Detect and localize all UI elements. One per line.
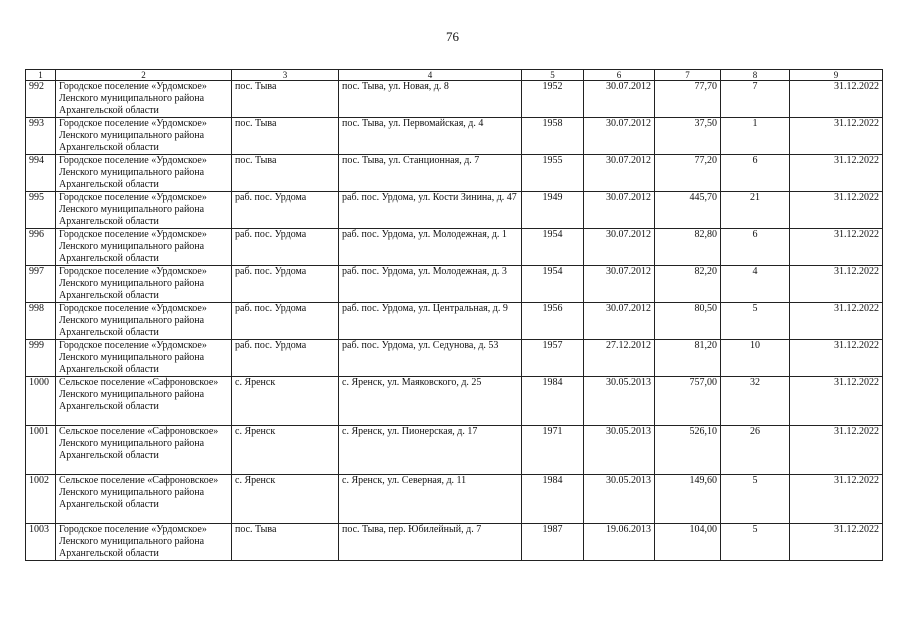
date-cell: 30.07.2012: [584, 266, 655, 303]
area-cell: 82,20: [655, 266, 721, 303]
date-cell: 30.05.2013: [584, 426, 655, 475]
end-date-cell: 31.12.2022: [790, 229, 883, 266]
end-date-cell: 31.12.2022: [790, 426, 883, 475]
locality-cell: пос. Тыва: [232, 524, 339, 561]
row-number: 1000: [26, 377, 56, 426]
address-cell: пос. Тыва, пер. Юбилейный, д. 7: [339, 524, 522, 561]
municipality-cell: Сельское поселение «Сафроновское» Ленского муниципального района Архангельской области: [56, 377, 232, 426]
locality-cell: пос. Тыва: [232, 81, 339, 118]
table-row: [26, 475, 883, 524]
count-cell: 6: [721, 229, 790, 266]
end-date-cell: 31.12.2022: [790, 377, 883, 426]
year-cell: 1971: [522, 426, 584, 475]
municipality-cell: Городское поселение «Урдомское» Ленского муниципального района Архангельской области: [56, 229, 232, 266]
table-row: [26, 426, 883, 475]
municipality-cell: Городское поселение «Урдомское» Ленского муниципального района Архангельской области: [56, 155, 232, 192]
area-cell: 81,20: [655, 340, 721, 377]
end-date-cell: 31.12.2022: [790, 475, 883, 524]
table-row: [26, 340, 883, 377]
address-cell: раб. пос. Урдома, ул. Молодежная, д. 1: [339, 229, 522, 266]
table-row: [26, 303, 883, 340]
end-date-cell: 31.12.2022: [790, 303, 883, 340]
locality-cell: раб. пос. Урдома: [232, 340, 339, 377]
end-date-cell: 31.12.2022: [790, 155, 883, 192]
year-cell: 1984: [522, 377, 584, 426]
date-cell: 30.07.2012: [584, 155, 655, 192]
municipality-cell: Городское поселение «Урдомское» Ленского муниципального района Архангельской области: [56, 118, 232, 155]
address-cell: с. Яренск, ул. Пионерская, д. 17: [339, 426, 522, 475]
date-cell: 30.07.2012: [584, 229, 655, 266]
row-number: 993: [26, 118, 56, 155]
table-row: [26, 524, 883, 561]
address-cell: пос. Тыва, ул. Первомайская, д. 4: [339, 118, 522, 155]
column-header: 5: [522, 70, 584, 81]
municipality-cell: Городское поселение «Урдомское» Ленского муниципального района Архангельской области: [56, 524, 232, 561]
count-cell: 32: [721, 377, 790, 426]
locality-cell: раб. пос. Урдома: [232, 229, 339, 266]
area-cell: 77,20: [655, 155, 721, 192]
date-cell: 27.12.2012: [584, 340, 655, 377]
year-cell: 1987: [522, 524, 584, 561]
end-date-cell: 31.12.2022: [790, 118, 883, 155]
locality-cell: раб. пос. Урдома: [232, 303, 339, 340]
column-header: 3: [232, 70, 339, 81]
year-cell: 1955: [522, 155, 584, 192]
count-cell: 7: [721, 81, 790, 118]
area-cell: 526,10: [655, 426, 721, 475]
date-cell: 19.06.2013: [584, 524, 655, 561]
municipality-cell: Городское поселение «Урдомское» Ленского муниципального района Архангельской области: [56, 340, 232, 377]
row-number: 1003: [26, 524, 56, 561]
row-number: 1001: [26, 426, 56, 475]
table-row: [26, 229, 883, 266]
locality-cell: раб. пос. Урдома: [232, 192, 339, 229]
row-number: 994: [26, 155, 56, 192]
area-cell: 757,00: [655, 377, 721, 426]
row-number: 992: [26, 81, 56, 118]
locality-cell: с. Яренск: [232, 377, 339, 426]
year-cell: 1984: [522, 475, 584, 524]
count-cell: 5: [721, 303, 790, 340]
municipality-cell: Сельское поселение «Сафроновское» Ленского муниципального района Архангельской области: [56, 426, 232, 475]
locality-cell: пос. Тыва: [232, 118, 339, 155]
count-cell: 10: [721, 340, 790, 377]
address-cell: раб. пос. Урдома, ул. Седунова, д. 53: [339, 340, 522, 377]
column-header: 6: [584, 70, 655, 81]
date-cell: 30.05.2013: [584, 377, 655, 426]
municipality-cell: Городское поселение «Урдомское» Ленского муниципального района Архангельской области: [56, 303, 232, 340]
municipality-cell: Городское поселение «Урдомское» Ленского муниципального района Архангельской области: [56, 81, 232, 118]
table-row: [26, 118, 883, 155]
row-number: 999: [26, 340, 56, 377]
column-header: 9: [790, 70, 883, 81]
area-cell: 445,70: [655, 192, 721, 229]
row-number: 998: [26, 303, 56, 340]
table-row: [26, 266, 883, 303]
address-cell: пос. Тыва, ул. Станционная, д. 7: [339, 155, 522, 192]
year-cell: 1949: [522, 192, 584, 229]
area-cell: 77,70: [655, 81, 721, 118]
area-cell: 37,50: [655, 118, 721, 155]
year-cell: 1956: [522, 303, 584, 340]
locality-cell: раб. пос. Урдома: [232, 266, 339, 303]
year-cell: 1952: [522, 81, 584, 118]
year-cell: 1958: [522, 118, 584, 155]
count-cell: 4: [721, 266, 790, 303]
year-cell: 1954: [522, 229, 584, 266]
municipality-cell: Сельское поселение «Сафроновское» Ленского муниципального района Архангельской области: [56, 475, 232, 524]
count-cell: 6: [721, 155, 790, 192]
table-body: [26, 70, 883, 561]
municipality-cell: Городское поселение «Урдомское» Ленского муниципального района Архангельской области: [56, 266, 232, 303]
area-cell: 80,50: [655, 303, 721, 340]
count-cell: 5: [721, 475, 790, 524]
address-cell: с. Яренск, ул. Северная, д. 11: [339, 475, 522, 524]
column-header-row: [26, 70, 883, 81]
address-cell: раб. пос. Урдома, ул. Кости Зинина, д. 47: [339, 192, 522, 229]
table-row: [26, 81, 883, 118]
column-header: 1: [26, 70, 56, 81]
area-cell: 104,00: [655, 524, 721, 561]
locality-cell: с. Яренск: [232, 426, 339, 475]
year-cell: 1954: [522, 266, 584, 303]
table-row: [26, 377, 883, 426]
row-number: 996: [26, 229, 56, 266]
end-date-cell: 31.12.2022: [790, 266, 883, 303]
locality-cell: с. Яренск: [232, 475, 339, 524]
column-header: 8: [721, 70, 790, 81]
end-date-cell: 31.12.2022: [790, 81, 883, 118]
table-row: [26, 155, 883, 192]
table-row: [26, 192, 883, 229]
address-cell: раб. пос. Урдома, ул. Центральная, д. 9: [339, 303, 522, 340]
address-cell: с. Яренск, ул. Маяковского, д. 25: [339, 377, 522, 426]
column-header: 7: [655, 70, 721, 81]
date-cell: 30.07.2012: [584, 303, 655, 340]
municipality-cell: Городское поселение «Урдомское» Ленского муниципального района Архангельской области: [56, 192, 232, 229]
date-cell: 30.07.2012: [584, 192, 655, 229]
row-number: 1002: [26, 475, 56, 524]
address-cell: раб. пос. Урдома, ул. Молодежная, д. 3: [339, 266, 522, 303]
area-cell: 82,80: [655, 229, 721, 266]
date-cell: 30.07.2012: [584, 81, 655, 118]
count-cell: 1: [721, 118, 790, 155]
column-header: 2: [56, 70, 232, 81]
count-cell: 26: [721, 426, 790, 475]
count-cell: 21: [721, 192, 790, 229]
address-cell: пос. Тыва, ул. Новая, д. 8: [339, 81, 522, 118]
column-header: 4: [339, 70, 522, 81]
date-cell: 30.05.2013: [584, 475, 655, 524]
locality-cell: пос. Тыва: [232, 155, 339, 192]
area-cell: 149,60: [655, 475, 721, 524]
year-cell: 1957: [522, 340, 584, 377]
row-number: 995: [26, 192, 56, 229]
end-date-cell: 31.12.2022: [790, 340, 883, 377]
page-number: 76: [446, 29, 459, 44]
count-cell: 5: [721, 524, 790, 561]
date-cell: 30.07.2012: [584, 118, 655, 155]
end-date-cell: 31.12.2022: [790, 192, 883, 229]
end-date-cell: 31.12.2022: [790, 524, 883, 561]
registry-table: [25, 69, 883, 561]
row-number: 997: [26, 266, 56, 303]
